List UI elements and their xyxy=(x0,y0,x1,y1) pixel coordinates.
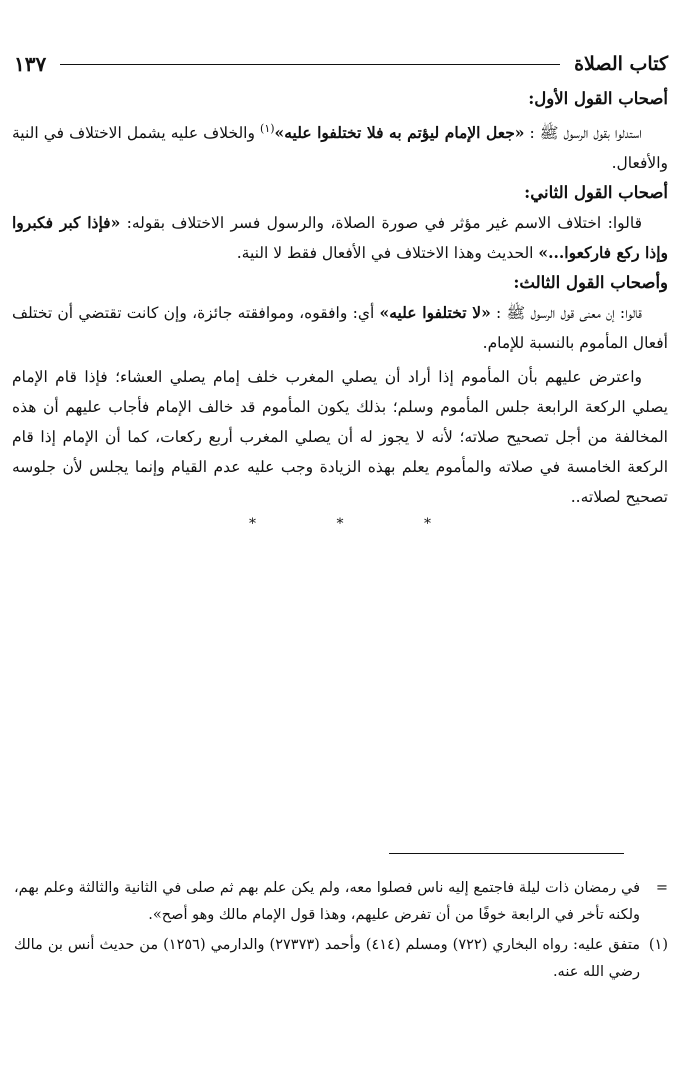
text-run: واعترض عليهم بأن المأموم إذا أراد أن يصلي المغرب خلف إمام يصلي العشاء؛ فإذا قام الإمام يصلي الركعة الرابعة جلس المأموم وسلم؛ بذلك يكون المأموم قد خالف الإمام فأجاب عليهم أن هذه المخالفة من أجل تصحيح صلاته؛ لأنه لا يجوز له أن يصلي المغرب أربع ركعات، كما أن الإمام إذا قام الركعة الخامسة في صلاته والمأموم يعلم بهذه الزيادة وجب عليه عدم القيام وإنما يجلس لأن جلوسه تصحيح لصلاته.. xyxy=(12,368,668,507)
section-divider-stars: * * * xyxy=(249,516,469,533)
paragraph xyxy=(12,114,668,178)
text-run: قالوا: اختلاف الاسم غير مؤثر في صورة الصلاة، والرسول فسر الاختلاف بقوله: xyxy=(120,214,642,233)
header-rule xyxy=(60,64,560,65)
footnote-item xyxy=(14,875,668,929)
footnote-separator xyxy=(389,853,624,854)
section-heading: أصحاب القول الثاني: xyxy=(524,183,668,203)
text-run: الحديث وهذا الاختلاف في الأفعال فقط لا النية. xyxy=(236,244,539,263)
footnote-ref: (١) xyxy=(260,122,275,135)
page-number: ١٣٧ xyxy=(14,52,47,76)
paragraph xyxy=(12,208,668,268)
text-run: استدلوا بقول الرسول ﷺ : xyxy=(524,124,642,143)
footnote-text: متفق عليه: رواه البخاري (٧٢٢) ومسلم (٤١٤) وأحمد (٢٧٣٧٣) والدارمي (١٢٥٦) من حديث أنس بن مالك رضي الله عنه. xyxy=(14,937,641,980)
text-run: قالوا: إن معنى قول الرسول ﷺ : xyxy=(490,304,642,323)
paragraph xyxy=(12,298,668,358)
hadith-quote: «لا تختلفوا عليه» xyxy=(379,303,491,323)
section-heading: وأصحاب القول الثالث: xyxy=(513,273,668,293)
section-heading: أصحاب القول الأول: xyxy=(528,89,668,108)
main-text xyxy=(12,84,668,532)
text-run: والخلاف عليه يشمل الاختلاف في النية والأفعال. xyxy=(12,124,668,173)
page-header xyxy=(14,44,668,84)
hadith-quote: «جعل الإمام ليؤتم به فلا تختلفوا عليه» xyxy=(274,123,525,143)
chapter-title: كتاب الصلاة xyxy=(574,53,668,75)
hadith-quote: «فإذا كبر فكبروا وإذا ركع فاركعوا...» xyxy=(12,213,668,263)
paragraph xyxy=(12,362,668,512)
footnote-marker: (١) xyxy=(648,937,668,953)
footnotes xyxy=(14,875,668,989)
text-run: أي: وافقوه، وموافقته جائزة، وإن كانت تقتضي أن تختلف أفعال المأموم بالنسبة للإمام. xyxy=(12,304,668,353)
footnote-text: في رمضان ذات ليلة فاجتمع إليه ناس فصلوا معه، ولم يكن علم بهم ثم صلى في الثانية والثالثة وعلم بهم، ولكنه تأخر في الرابعة خوفًا من أن تفرض عليهم، وهذا قول الإمام مالك وهو أصح». xyxy=(14,880,640,923)
footnote-marker: = xyxy=(655,880,668,896)
footnote-item xyxy=(14,932,668,986)
